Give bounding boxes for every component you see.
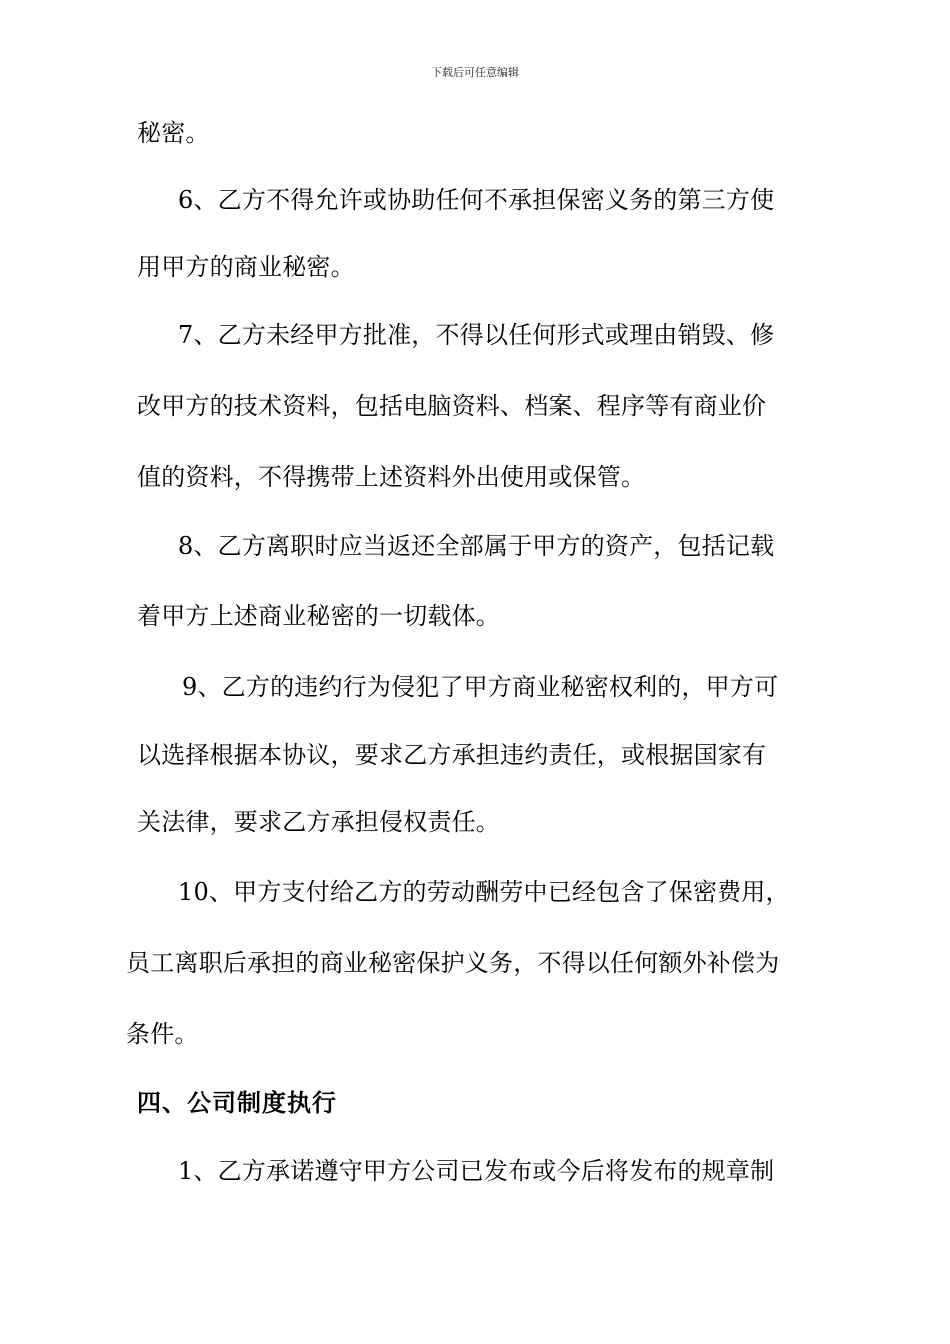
text-line: 9、乙方的违约行为侵犯了甲方商业秘密权利的，甲方可 <box>182 673 779 701</box>
text-line: 8、乙方离职时应当返还全部属于甲方的资产，包括记载 <box>178 532 775 560</box>
text-line: 改甲方的技术资料，包括电脑资料、档案、程序等有商业价 <box>137 392 767 420</box>
text-line: 7、乙方未经甲方批准，不得以任何形式或理由销毁、修 <box>178 321 775 349</box>
text-line: 1、乙方承诺遵守甲方公司已发布或今后将发布的规章制 <box>178 1157 775 1185</box>
text-line: 着甲方上述商业秘密的一切载体。 <box>137 602 500 630</box>
text-line: 条件。 <box>126 1020 199 1048</box>
text-line: 用甲方的商业秘密。 <box>137 253 355 281</box>
text-line: 以选择根据本协议，要求乙方承担违约责任，或根据国家有 <box>137 741 767 769</box>
text-line: 关法律，要求乙方承担侵权责任。 <box>137 808 500 836</box>
page-header-note: 下载后可任意编辑 <box>431 66 519 79</box>
text-line: 员工离职后承担的商业秘密保护义务，不得以任何额外补偿为 <box>126 949 780 977</box>
text-line: 秘密。 <box>137 119 210 147</box>
text-line: 值的资料，不得携带上述资料外出使用或保管。 <box>137 463 646 491</box>
section-heading: 四、公司制度执行 <box>137 1088 337 1117</box>
text-line: 10、甲方支付给乙方的劳动酬劳中已经包含了保密费用， <box>178 878 790 906</box>
text-line: 6、乙方不得允许或协助任何不承担保密义务的第三方使 <box>178 186 775 214</box>
